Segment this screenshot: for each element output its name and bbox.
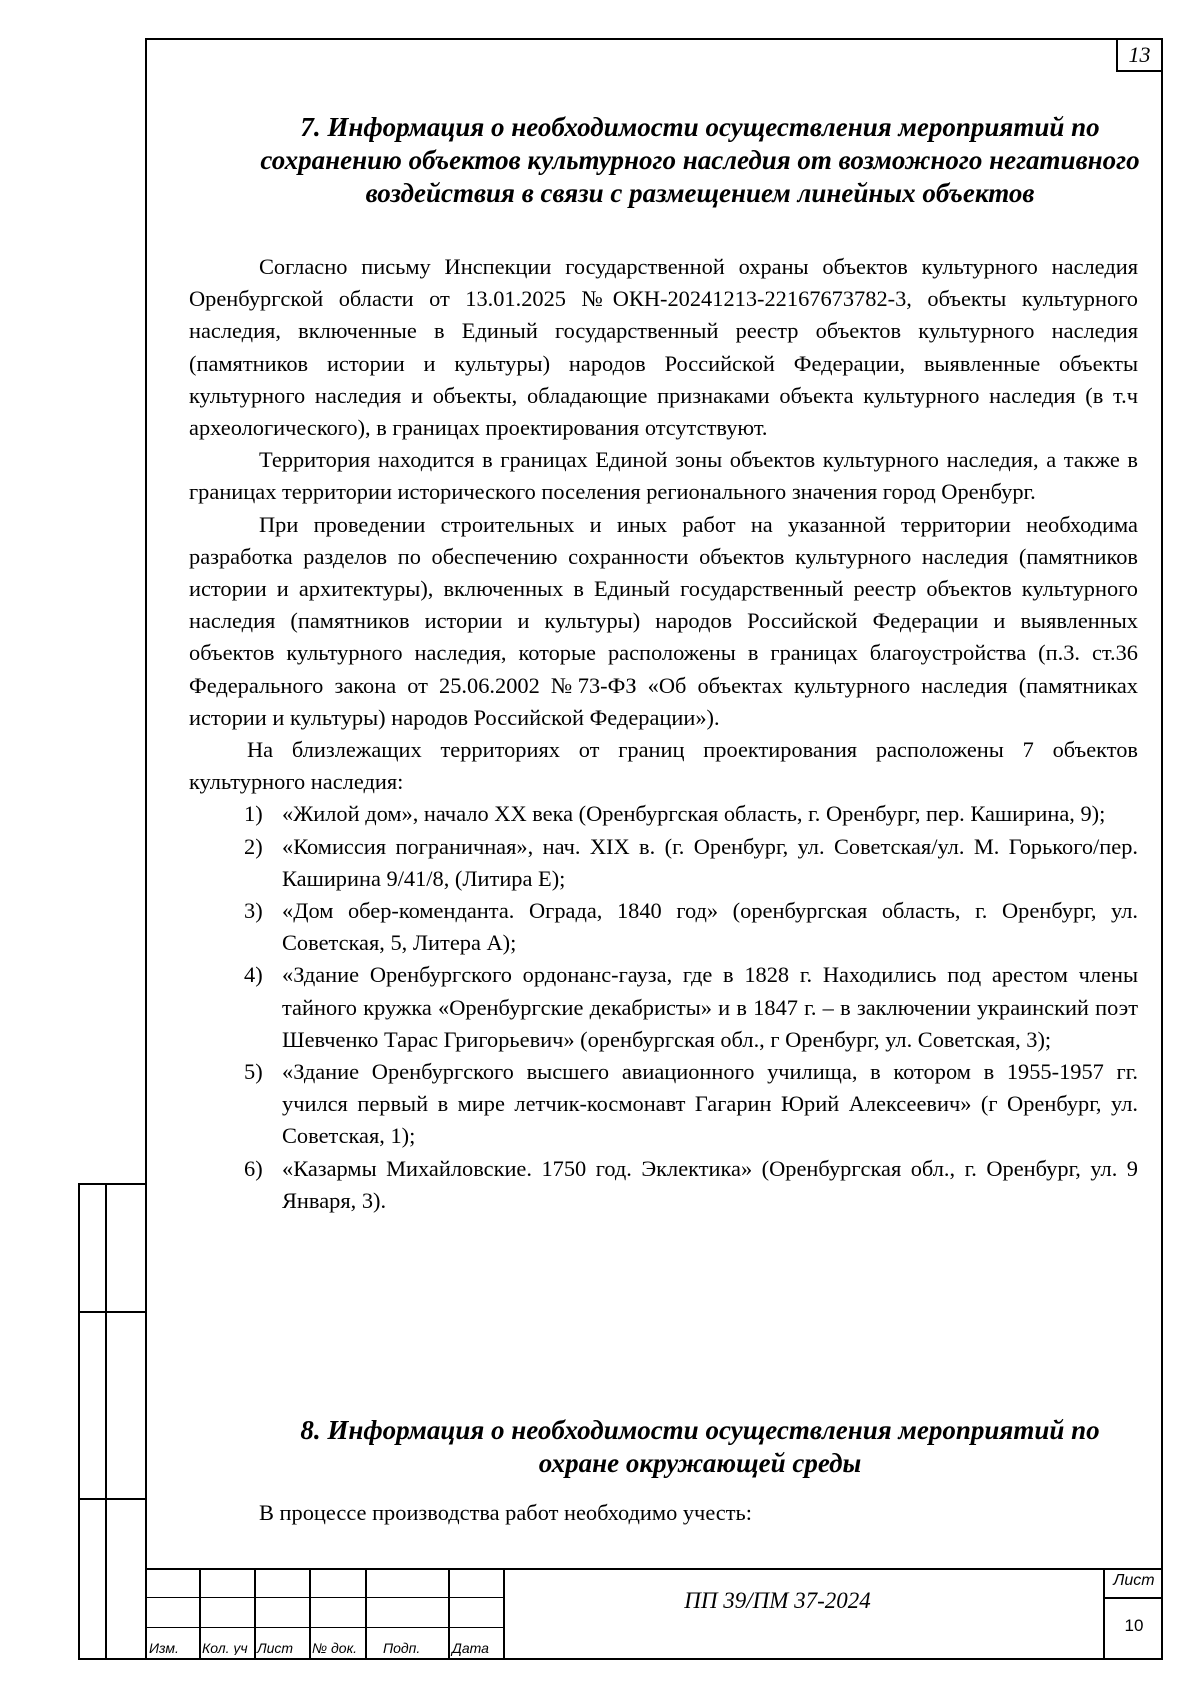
sheet-col-label: Лист <box>257 1640 294 1656</box>
paragraph: Согласно письму Инспекции государственной охраны объектов культурного наследия Оренбургской области от 13.01.2025 №ОКН-20241213-22167673782-3, объекты культурного наследия, включенные в Единый государственный реестр объектов культурного наследия (памятников истории и культуры) народов Российской Федерации, выявленные объекты культурного наследия и объекты, обладающие признаками объекта культурного наследия (в т.ч археологического), в границах проектирования отсутствуют. <box>189 254 1138 441</box>
list-item <box>189 895 1138 959</box>
date-label: Дата <box>452 1640 489 1656</box>
list-item-number: 4) <box>244 962 263 988</box>
side-stamp-strip <box>78 1183 145 1660</box>
list-item-number: 5) <box>244 1059 263 1085</box>
list-item-number: 6) <box>244 1155 263 1181</box>
list-item <box>189 1056 1138 1153</box>
list-item-number: 1) <box>244 801 263 827</box>
list-item-number: 2) <box>244 833 263 859</box>
sheet-number: 10 <box>1124 1616 1144 1635</box>
side-strip-row-line <box>78 1498 145 1500</box>
list-item <box>189 831 1138 895</box>
title-block-col-line <box>199 1568 201 1660</box>
list-item-text: «Казармы Михайловские. 1750 год. Эклектика» (Оренбургская обл., г. Оренбург, ул. 9 Января, 3). <box>282 1155 1138 1213</box>
heritage-objects-list <box>189 798 1138 1217</box>
title-block-col-line <box>365 1568 367 1660</box>
signature-label: Подп. <box>383 1640 421 1656</box>
document-code: ПП 39/ПМ 37-2024 <box>684 1588 871 1613</box>
list-item <box>189 959 1138 1056</box>
title-block-col-line <box>254 1568 256 1660</box>
list-item-text: «Жилой дом», начало XX века (Оренбургская область, г. Оренбург, пер. Каширина, 9); <box>282 801 1106 827</box>
title-block-row-line <box>1105 1597 1163 1599</box>
title-block-top-line <box>145 1568 1163 1570</box>
title-block-col-line <box>448 1568 450 1660</box>
doc-number-label: № док. <box>312 1640 358 1656</box>
paragraph: Территория находится в границах Единой зоны объектов культурного наследия, а также в границах территории исторического поселения регионального значения город Оренбург. <box>189 447 1138 505</box>
list-item-text: «Дом обер-коменданта. Ограда, 1840 год» (оренбургская область, г. Оренбург, ул. Советская, 5, Литера А); <box>282 898 1138 956</box>
paragraph: В процессе производства работ необходимо учесть: <box>259 1500 752 1525</box>
section-8-body <box>189 1497 1138 1529</box>
list-item-number: 3) <box>244 898 263 924</box>
list-item-text: «Здание Оренбургского ордонанс-гауза, где в 1828 г. Находились под арестом члены тайного кружка «Оренбургские декабристы» и в 1847 г. – в заключении украинский поэт Шевченко Тарас Григорьевич» (оренбургская обл., г Оренбург, ул. Советская, 3); <box>282 962 1138 1052</box>
paragraph: При проведении строительных и иных работ на указанной территории необходима разработка разделов по обеспечению сохранности объектов культурного наследия (памятников истории и архитектуры), включенных в Единый государственный реестр объектов культурного наследия (памятников истории и культуры) народов Российской Федерации и выявленных объектов культурного наследия, которые расположены в границах благоустройства (п.3. ст.36 Федерального закона от 25.06.2002 №73-ФЗ «Об объектах культурного наследия (памятниках истории и культуры) народов Российской Федерации»). <box>189 511 1138 730</box>
side-strip-divider <box>105 1183 107 1660</box>
list-item <box>189 798 1138 830</box>
title-block-col-line <box>309 1568 311 1660</box>
revision-label: Изм. <box>149 1640 179 1656</box>
quantity-label: Кол. уч <box>202 1641 248 1655</box>
page-number: 13 <box>1128 42 1151 67</box>
side-strip-border <box>78 1183 145 1660</box>
paragraph: На близлежащих территориях от границ проектирования расположены 7 объектов культурного наследия: <box>189 737 1138 795</box>
title-block <box>145 1568 1163 1660</box>
side-strip-row-line <box>78 1311 145 1313</box>
section-8-heading: 8. Информация о необходимости осуществления мероприятий по охране окружающей среды <box>300 1415 1100 1478</box>
title-block-col-line <box>503 1568 505 1660</box>
section-7-body <box>189 251 1138 1217</box>
list-item <box>189 1153 1138 1217</box>
section-7-heading: 7. Информация о необходимости осуществления мероприятий по сохранению объектов культурного наследия от возможного негативного воздействия в связи с размещением линейных объектов <box>260 112 1140 208</box>
list-item-text: «Здание Оренбургского высшего авиационного училища, в котором в 1955-1957 гг. учился первый в мире летчик-космонавт Гагарин Юрий Алексеевич» (г Оренбург, ул. Советская, 1); <box>282 1059 1138 1149</box>
page-number-box <box>1116 38 1163 72</box>
list-item-text: «Комиссия пограничная», нач. XIX в. (г. Оренбург, ул. Советская/ул. М. Горького/пер. Каширина 9/41/8, (Литира Е); <box>282 833 1138 891</box>
sheet-label: Лист <box>1113 1572 1155 1589</box>
